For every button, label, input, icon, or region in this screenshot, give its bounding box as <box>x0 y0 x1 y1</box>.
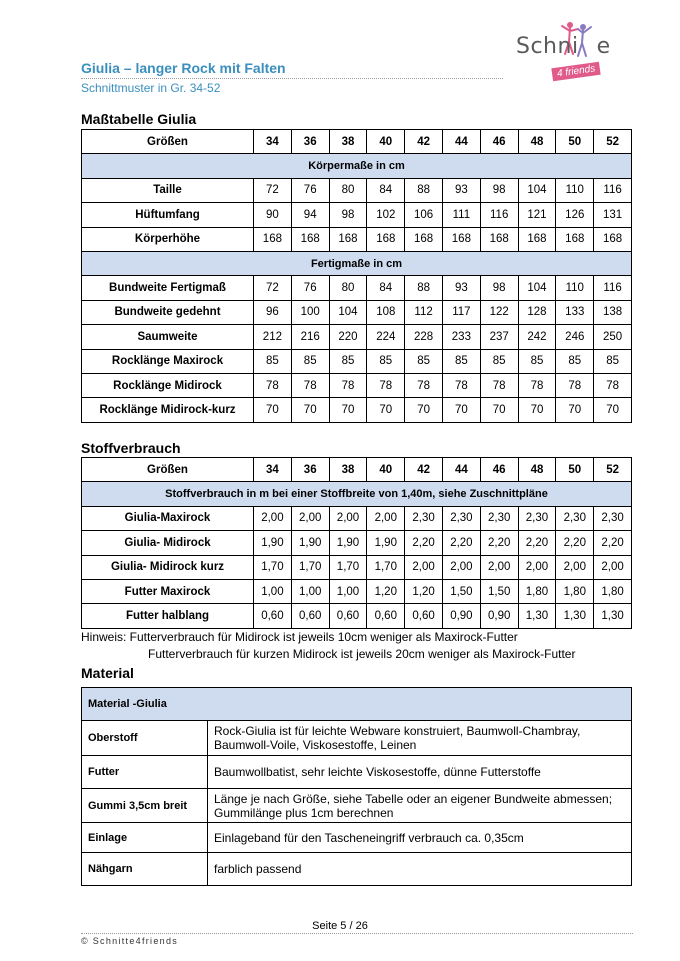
value-cell: 228 <box>405 325 443 349</box>
value-cell: 108 <box>367 300 405 324</box>
material-value: farblich passend <box>208 853 632 886</box>
table-row <box>82 276 632 300</box>
value-cell: 72 <box>254 178 292 202</box>
value-cell: 85 <box>594 349 632 373</box>
value-cell: 0,90 <box>480 604 518 628</box>
value-cell: 0,60 <box>405 604 443 628</box>
value-cell: 212 <box>254 325 292 349</box>
value-cell: 168 <box>291 227 329 251</box>
value-cell: 2,20 <box>594 531 632 555</box>
value-cell: 2,00 <box>594 555 632 579</box>
value-cell: 85 <box>518 349 556 373</box>
material-label: Oberstoff <box>82 721 208 756</box>
value-cell: 111 <box>442 203 480 227</box>
value-cell: 88 <box>405 178 443 202</box>
value-cell: 110 <box>556 178 594 202</box>
value-cell: 0,60 <box>329 604 367 628</box>
value-cell: 250 <box>594 325 632 349</box>
size-header-cell: 50 <box>556 130 594 154</box>
value-cell: 116 <box>480 203 518 227</box>
size-header-cell: 50 <box>556 458 594 482</box>
value-cell: 0,60 <box>367 604 405 628</box>
table-row <box>82 555 632 579</box>
row-label: Bundweite gedehnt <box>82 300 254 324</box>
size-header-cell: 44 <box>442 130 480 154</box>
copyright: © Schnitte4friends <box>81 936 179 946</box>
stoffverbrauch-title: Stoffverbrauch <box>81 440 181 456</box>
size-header-cell: 52 <box>594 130 632 154</box>
value-cell: 110 <box>556 276 594 300</box>
value-cell: 72 <box>254 276 292 300</box>
value-cell: 2,20 <box>405 531 443 555</box>
size-header-cell: 48 <box>518 130 556 154</box>
value-cell: 0,60 <box>254 604 292 628</box>
material-value: Rock-Giulia ist für leichte Webware konstruiert, Baumwoll-Chambray, Baumwoll-Voile, Viskosestoffe, Leinen <box>208 721 632 756</box>
section-band <box>82 154 632 178</box>
row-label: Hüftumfang <box>82 203 254 227</box>
value-cell: 112 <box>405 300 443 324</box>
value-cell: 104 <box>329 300 367 324</box>
size-header-cell: 40 <box>367 130 405 154</box>
value-cell: 224 <box>367 325 405 349</box>
brand-logo <box>516 20 636 86</box>
material-row <box>82 756 632 789</box>
value-cell: 70 <box>367 398 405 422</box>
value-cell: 1,80 <box>594 579 632 603</box>
value-cell: 80 <box>329 276 367 300</box>
value-cell: 85 <box>291 349 329 373</box>
value-cell: 233 <box>442 325 480 349</box>
section-band-label: Stoffverbrauch in m bei einer Stoffbreite von 1,40m, siehe Zuschnittpläne <box>82 482 632 506</box>
size-header-cell: 42 <box>405 130 443 154</box>
size-header-cell: 38 <box>329 458 367 482</box>
row-label: Giulia- Midirock <box>82 531 254 555</box>
size-header-cell: 36 <box>291 458 329 482</box>
value-cell: 70 <box>442 398 480 422</box>
size-header-cell: 36 <box>291 130 329 154</box>
value-cell: 138 <box>594 300 632 324</box>
value-cell: 70 <box>594 398 632 422</box>
value-cell: 2,00 <box>367 506 405 530</box>
row-label: Futter Maxirock <box>82 579 254 603</box>
value-cell: 2,20 <box>556 531 594 555</box>
value-cell: 88 <box>405 276 443 300</box>
value-cell: 2,30 <box>480 506 518 530</box>
row-label: Giulia- Midirock kurz <box>82 555 254 579</box>
row-label: Taille <box>82 178 254 202</box>
value-cell: 0,60 <box>291 604 329 628</box>
value-cell: 168 <box>442 227 480 251</box>
value-cell: 122 <box>480 300 518 324</box>
value-cell: 2,00 <box>405 555 443 579</box>
hinweis-note-1: Hinweis: Futterverbrauch für Midirock ist jeweils 10cm weniger als Maxirock-Futter <box>81 630 518 644</box>
table-row <box>82 373 632 397</box>
table-header-row <box>82 130 632 154</box>
logo-text-left: Schni <box>516 34 579 59</box>
material-table <box>81 687 632 886</box>
value-cell: 78 <box>594 373 632 397</box>
row-label: Rocklänge Midirock <box>82 373 254 397</box>
value-cell: 116 <box>594 276 632 300</box>
value-cell: 168 <box>329 227 367 251</box>
table-row <box>82 579 632 603</box>
value-cell: 78 <box>405 373 443 397</box>
value-cell: 1,50 <box>442 579 480 603</box>
value-cell: 168 <box>556 227 594 251</box>
value-cell: 133 <box>556 300 594 324</box>
row-label: Rocklänge Maxirock <box>82 349 254 373</box>
value-cell: 2,30 <box>405 506 443 530</box>
value-cell: 78 <box>329 373 367 397</box>
material-value: Baumwollbatist, sehr leichte Viskosestoffe, dünne Futterstoffe <box>208 756 632 789</box>
size-header-cell: 46 <box>480 130 518 154</box>
value-cell: 168 <box>367 227 405 251</box>
value-cell: 78 <box>442 373 480 397</box>
table-row <box>82 300 632 324</box>
value-cell: 2,20 <box>480 531 518 555</box>
document-subtitle: Schnittmuster in Gr. 34-52 <box>81 81 221 95</box>
page-header <box>81 20 633 100</box>
value-cell: 93 <box>442 178 480 202</box>
footer-divider <box>81 933 633 934</box>
material-label: Futter <box>82 756 208 789</box>
value-cell: 78 <box>291 373 329 397</box>
value-cell: 2,30 <box>442 506 480 530</box>
section-band-label: Fertigmaße in cm <box>82 251 632 275</box>
size-header-cell: 44 <box>442 458 480 482</box>
value-cell: 85 <box>405 349 443 373</box>
value-cell: 2,00 <box>442 555 480 579</box>
table-row <box>82 178 632 202</box>
logo-text-right: e <box>596 34 611 59</box>
value-cell: 121 <box>518 203 556 227</box>
value-cell: 237 <box>480 325 518 349</box>
size-header-label: Größen <box>82 130 254 154</box>
section-band <box>82 251 632 275</box>
section-band <box>82 482 632 506</box>
value-cell: 102 <box>367 203 405 227</box>
masstabelle-table <box>81 129 632 423</box>
value-cell: 1,90 <box>291 531 329 555</box>
document-title: Giulia – langer Rock mit Falten <box>81 60 286 76</box>
size-header-cell: 52 <box>594 458 632 482</box>
value-cell: 70 <box>480 398 518 422</box>
value-cell: 131 <box>594 203 632 227</box>
page-number: Seite 5 / 26 <box>312 920 368 932</box>
value-cell: 1,80 <box>518 579 556 603</box>
value-cell: 84 <box>367 276 405 300</box>
value-cell: 2,20 <box>518 531 556 555</box>
value-cell: 168 <box>518 227 556 251</box>
value-cell: 70 <box>254 398 292 422</box>
value-cell: 216 <box>291 325 329 349</box>
material-label: Einlage <box>82 823 208 853</box>
value-cell: 1,30 <box>556 604 594 628</box>
size-header-cell: 34 <box>254 130 292 154</box>
value-cell: 70 <box>405 398 443 422</box>
size-header-cell: 42 <box>405 458 443 482</box>
value-cell: 2,30 <box>556 506 594 530</box>
value-cell: 78 <box>556 373 594 397</box>
value-cell: 98 <box>480 276 518 300</box>
table-row <box>82 398 632 422</box>
value-cell: 1,70 <box>254 555 292 579</box>
size-header-cell: 38 <box>329 130 367 154</box>
value-cell: 70 <box>518 398 556 422</box>
table-row <box>82 203 632 227</box>
value-cell: 1,90 <box>367 531 405 555</box>
value-cell: 168 <box>594 227 632 251</box>
value-cell: 85 <box>556 349 594 373</box>
value-cell: 168 <box>405 227 443 251</box>
value-cell: 168 <box>480 227 518 251</box>
value-cell: 100 <box>291 300 329 324</box>
size-header-cell: 40 <box>367 458 405 482</box>
value-cell: 85 <box>442 349 480 373</box>
value-cell: 2,20 <box>442 531 480 555</box>
table-header-row <box>82 458 632 482</box>
value-cell: 117 <box>442 300 480 324</box>
value-cell: 2,00 <box>518 555 556 579</box>
value-cell: 246 <box>556 325 594 349</box>
value-cell: 1,90 <box>254 531 292 555</box>
value-cell: 1,20 <box>405 579 443 603</box>
value-cell: 94 <box>291 203 329 227</box>
value-cell: 85 <box>480 349 518 373</box>
value-cell: 168 <box>254 227 292 251</box>
value-cell: 126 <box>556 203 594 227</box>
material-value: Einlageband für den Tascheneingriff verbrauch ca. 0,35cm <box>208 823 632 853</box>
value-cell: 84 <box>367 178 405 202</box>
logo-text <box>516 34 611 59</box>
value-cell: 98 <box>480 178 518 202</box>
value-cell: 2,00 <box>291 506 329 530</box>
masstabelle-title: Maßtabelle Giulia <box>81 111 197 127</box>
header-divider <box>81 78 503 79</box>
value-cell: 76 <box>291 276 329 300</box>
value-cell: 1,30 <box>594 604 632 628</box>
value-cell: 85 <box>254 349 292 373</box>
table-row <box>82 349 632 373</box>
value-cell: 85 <box>367 349 405 373</box>
value-cell: 2,00 <box>556 555 594 579</box>
value-cell: 2,30 <box>594 506 632 530</box>
row-label: Rocklänge Midirock-kurz <box>82 398 254 422</box>
value-cell: 220 <box>329 325 367 349</box>
material-label: Gummi 3,5cm breit <box>82 789 208 823</box>
value-cell: 1,30 <box>518 604 556 628</box>
value-cell: 104 <box>518 178 556 202</box>
value-cell: 78 <box>480 373 518 397</box>
value-cell: 1,00 <box>254 579 292 603</box>
value-cell: 1,70 <box>329 555 367 579</box>
value-cell: 1,00 <box>329 579 367 603</box>
value-cell: 96 <box>254 300 292 324</box>
value-cell: 2,00 <box>480 555 518 579</box>
value-cell: 1,00 <box>291 579 329 603</box>
table-row <box>82 227 632 251</box>
value-cell: 70 <box>556 398 594 422</box>
value-cell: 78 <box>367 373 405 397</box>
size-header-label: Größen <box>82 458 254 482</box>
section-band <box>82 688 632 721</box>
value-cell: 85 <box>329 349 367 373</box>
value-cell: 116 <box>594 178 632 202</box>
value-cell: 0,90 <box>442 604 480 628</box>
value-cell: 80 <box>329 178 367 202</box>
material-value: Länge je nach Größe, siehe Tabelle oder an eigener Bundweite abmessen; Gummilänge plus 1cm berechnen <box>208 789 632 823</box>
material-title: Material <box>81 665 134 681</box>
table-row <box>82 531 632 555</box>
value-cell: 242 <box>518 325 556 349</box>
value-cell: 1,70 <box>291 555 329 579</box>
value-cell: 106 <box>405 203 443 227</box>
value-cell: 76 <box>291 178 329 202</box>
value-cell: 104 <box>518 276 556 300</box>
section-band-label: Material -Giulia <box>82 688 632 721</box>
row-label: Körperhöhe <box>82 227 254 251</box>
value-cell: 78 <box>254 373 292 397</box>
section-band-label: Körpermaße in cm <box>82 154 632 178</box>
table-row <box>82 325 632 349</box>
value-cell: 2,00 <box>254 506 292 530</box>
stoffverbrauch-table <box>81 457 632 629</box>
hinweis-note-2: Futterverbrauch für kurzen Midirock ist jeweils 20cm weniger als Maxirock-Futter <box>148 647 576 661</box>
material-label: Nähgarn <box>82 853 208 886</box>
value-cell: 90 <box>254 203 292 227</box>
value-cell: 128 <box>518 300 556 324</box>
material-row <box>82 853 632 886</box>
size-header-cell: 34 <box>254 458 292 482</box>
material-row <box>82 823 632 853</box>
logo-subtext: 4 friends <box>551 62 601 82</box>
size-header-cell: 48 <box>518 458 556 482</box>
value-cell: 1,80 <box>556 579 594 603</box>
value-cell: 70 <box>329 398 367 422</box>
value-cell: 70 <box>291 398 329 422</box>
value-cell: 2,30 <box>518 506 556 530</box>
size-header-cell: 46 <box>480 458 518 482</box>
value-cell: 1,70 <box>367 555 405 579</box>
material-row <box>82 721 632 756</box>
row-label: Bundweite Fertigmaß <box>82 276 254 300</box>
value-cell: 2,00 <box>329 506 367 530</box>
row-label: Saumweite <box>82 325 254 349</box>
value-cell: 1,90 <box>329 531 367 555</box>
value-cell: 78 <box>518 373 556 397</box>
value-cell: 1,20 <box>367 579 405 603</box>
material-row <box>82 789 632 823</box>
table-row <box>82 604 632 628</box>
row-label: Futter halblang <box>82 604 254 628</box>
table-row <box>82 506 632 530</box>
row-label: Giulia-Maxirock <box>82 506 254 530</box>
value-cell: 98 <box>329 203 367 227</box>
value-cell: 1,50 <box>480 579 518 603</box>
value-cell: 93 <box>442 276 480 300</box>
